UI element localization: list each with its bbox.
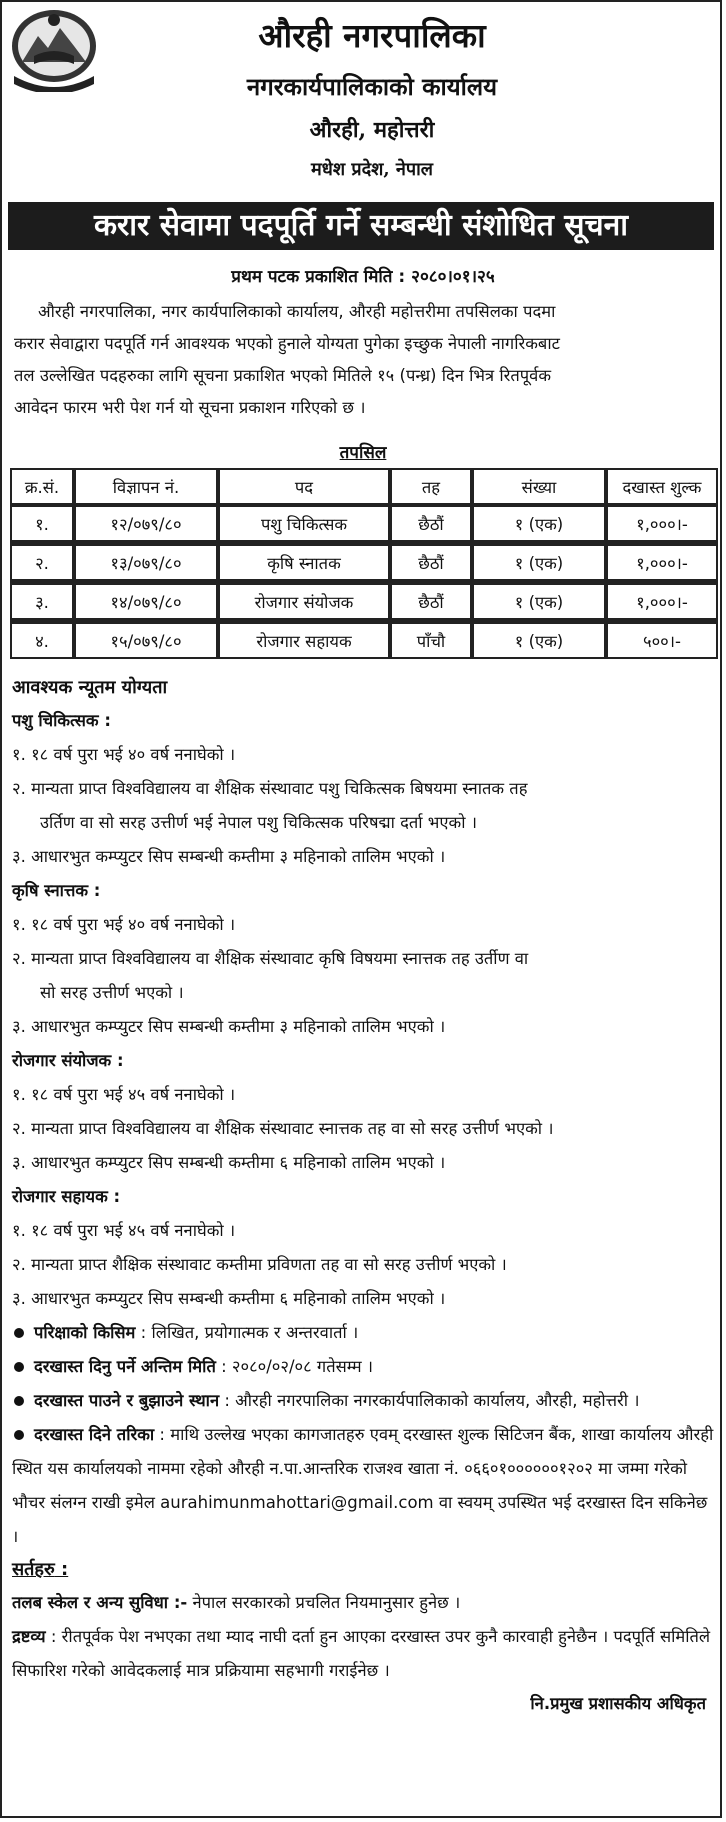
bullet-label: परिक्षाको किसिम — [34, 1323, 136, 1342]
list-item: १. १८ वर्ष पुरा भई ४० वर्ष ननाघेको । — [12, 745, 236, 764]
table-cell: ३. — [10, 581, 74, 620]
list-item: १. १८ वर्ष पुरा भई ४५ वर्ष ननाघेको । — [12, 1085, 236, 1104]
table-cell: १ (एक) — [472, 620, 606, 659]
office-name: नगरकार्यपालिकाको कार्यालय — [246, 72, 498, 101]
term-label: तलब स्केल र अन्य सुविधा :- — [12, 1593, 188, 1612]
bullet-label: दरखास्त दिने तरिका — [34, 1425, 155, 1444]
bullet-text: : लिखित, प्रयोगात्मक र अन्तरवार्ता । — [135, 1323, 359, 1342]
list-item: २. मान्यता प्राप्त विश्वविद्यालय वा शैक्षिक संस्थावाट कृषि विषयमा स्नात्तक तह उर्तीण वा — [12, 949, 529, 968]
table-cell: पशु चिकित्सक — [218, 505, 390, 542]
post-heading: कृषि स्नात्तक : — [12, 881, 101, 900]
notice-title-banner: करार सेवामा पदपूर्ति गर्ने सम्बन्धी संशोधित सूचना — [8, 202, 714, 250]
info-bullet — [12, 1350, 718, 1384]
qualification-section — [12, 1180, 718, 1316]
qualification-section — [12, 704, 718, 874]
bullet-label: दरखास्त पाउने र बुझाउने स्थान — [34, 1391, 220, 1410]
table-cell: २. — [10, 542, 74, 581]
col-header: दखास्त शुल्क — [606, 468, 718, 505]
list-item: २. मान्यता प्राप्त शैक्षिक संस्थावाट कम्तीमा प्रविणता तह वा सो सरह उत्तीर्ण भएको । — [12, 1255, 507, 1274]
term-text: नेपाल सरकारको प्रचलित नियमानुसार हुनेछ । — [187, 1593, 461, 1612]
table-header-row — [10, 468, 718, 505]
col-header: विज्ञापन नं. — [74, 468, 218, 505]
table-cell: रोजगार सहायक — [218, 620, 390, 659]
bullet-icon — [14, 1362, 24, 1372]
info-bullet — [12, 1384, 718, 1418]
list-item: ३. आधारभुत कम्प्युटर सिप सम्बन्धी कम्तीमा ६ महिनाको तालिम भएको । — [12, 1153, 446, 1172]
table-cell: १,०००।- — [606, 542, 718, 581]
table-row — [10, 620, 718, 659]
publication-date: प्रथम पटक प्रकाशित मिति : २०८०।०१।२५ — [231, 267, 495, 287]
col-header: संख्या — [472, 468, 606, 505]
list-item: २. मान्यता प्राप्त विश्वविद्यालय वा शैक्षिक संस्थावाट पशु चिकित्सक बिषयमा स्नातक तह — [12, 779, 528, 798]
table-cell: छैठौं — [390, 505, 472, 542]
table-cell: १ (एक) — [472, 542, 606, 581]
list-item-continuation: उर्तिण वा सो सरह उत्तीर्ण भई नेपाल पशु चिकित्सक परिषद्मा दर्ता भएको । — [40, 813, 477, 832]
table-cell: १५/०७९/८० — [74, 620, 218, 659]
signature-title: नि.प्रमुख प्रशासकीय अधिकृत — [530, 1694, 706, 1713]
bullet-text: : औरही नगरपालिका नगरकार्यपालिकाको कार्यालय, औरही, महोत्तरी । — [219, 1391, 640, 1410]
vacancy-table — [10, 468, 718, 659]
bullet-text: : माथि उल्लेख भएका कागजातहरु एवम् दरखास्त शुल्क सिटिजन बैंक, शाखा कार्यालय औरही स्थित यस कार्यालयको नाममा रहेको औरही न.पा.आन्तरिक राजश्व खाता नं. ०६६०१००००००१२०२ मा जम्मा गरेको भौचर संलग्न राखी इमेल aurahimunmahottari@gmail.com वा स्वयम् उपस्थित भई दरखास्त दिन सकिनेछ । — [12, 1425, 714, 1546]
notice-body — [12, 672, 718, 1720]
col-header: तह — [390, 468, 472, 505]
bullet-icon — [14, 1396, 24, 1406]
table-cell: ५००।- — [606, 620, 718, 659]
table-cell: पाँचौ — [390, 620, 472, 659]
table-cell: १. — [10, 505, 74, 542]
post-heading: पशु चिकित्सक : — [12, 711, 111, 730]
intro-line: तल उल्लेखित पदहरुका लागि सूचना प्रकाशित भएको मितिले १५ (पन्ध्र) दिन भित्र रितपूर्वक — [14, 366, 552, 385]
term-item — [12, 1620, 718, 1688]
qualification-section — [12, 1044, 718, 1180]
qualification-heading: आवश्यक न्यूतम योग्यता — [12, 677, 168, 698]
intro-paragraph — [14, 296, 714, 424]
province-country: मधेश प्रदेश, नेपाल — [311, 159, 433, 180]
col-header: पद — [218, 468, 390, 505]
intro-line: आवेदन फारम भरी पेश गर्न यो सूचना प्रकाशन गरिएको छ । — [14, 398, 366, 417]
bullet-icon — [14, 1430, 24, 1440]
term-text: : रीतपूर्वक पेश नभएका तथा म्याद नाघी दर्ता हुन आएका दरखास्त उपर कुनै कारवाही हुनेछैन । पदपूर्ति समितिले सिफारिश गरेको आवेदकलाई मात्र प्रक्रियामा सहभागी गराईनेछ । — [12, 1627, 711, 1680]
table-cell: १३/०७९/८० — [74, 542, 218, 581]
terms-heading: सर्तहरु : — [12, 1559, 69, 1580]
list-item: २. मान्यता प्राप्त विश्वविद्यालय वा शैक्षिक संस्थावाट स्नात्तक तह वा सो सरह उत्तीर्ण भएको । — [12, 1119, 554, 1138]
table-row — [10, 581, 718, 620]
info-bullet — [12, 1418, 718, 1554]
nepal-emblem-icon — [8, 6, 100, 92]
post-heading: रोजगार संयोजक : — [12, 1051, 124, 1070]
bullet-text: : २०८०/०२/०८ गतेसम्म । — [215, 1357, 374, 1376]
table-cell: १ (एक) — [472, 581, 606, 620]
table-row — [10, 505, 718, 542]
table-cell: १ (एक) — [472, 505, 606, 542]
list-item: ३. आधारभुत कम्प्युटर सिप सम्बन्धी कम्तीमा ३ महिनाको तालिम भएको । — [12, 1017, 446, 1036]
list-item: १. १८ वर्ष पुरा भई ४५ वर्ष ननाघेको । — [12, 1221, 236, 1240]
bullet-icon — [14, 1328, 24, 1338]
term-item — [12, 1586, 718, 1620]
info-bullet — [12, 1316, 718, 1350]
intro-line: औरही नगरपालिका, नगर कार्यपालिकाको कार्यालय, औरही महोत्तरीमा तपसिलका पदमा — [38, 302, 556, 321]
office-location: औरही, महोत्तरी — [309, 117, 435, 143]
intro-line: करार सेवाद्वारा पदपूर्ति गर्न आवश्यक भएको हुनाले योग्यता पुगेका इच्छुक नेपाली नागरिकबाट — [14, 334, 560, 353]
bullet-label: दरखास्त दिनु पर्ने अन्तिम मिति — [34, 1357, 216, 1376]
table-cell: ४. — [10, 620, 74, 659]
list-item: १. १८ वर्ष पुरा भई ४० वर्ष ननाघेको । — [12, 915, 236, 934]
terms-heading-text: सर्तहरु — [12, 1559, 55, 1580]
table-cell: कृषि स्नातक — [218, 542, 390, 581]
list-item: ३. आधारभुत कम्प्युटर सिप सम्बन्धी कम्तीमा ३ महिनाको तालिम भएको । — [12, 847, 446, 866]
table-cell: छैठौं — [390, 581, 472, 620]
table-cell: १,०००।- — [606, 581, 718, 620]
table-cell: १२/०७९/८० — [74, 505, 218, 542]
table-row — [10, 542, 718, 581]
post-heading: रोजगार सहायक : — [12, 1187, 121, 1206]
table-cell: १४/०७९/८० — [74, 581, 218, 620]
table-title: तपसिल — [339, 443, 387, 463]
table-cell: रोजगार संयोजक — [218, 581, 390, 620]
term-label: द्रष्टव्य — [12, 1627, 46, 1646]
table-cell: १,०००।- — [606, 505, 718, 542]
qualification-section — [12, 874, 718, 1044]
list-item-continuation: सो सरह उत्तीर्ण भएको । — [40, 983, 184, 1002]
table-cell: छैठौं — [390, 542, 472, 581]
list-item: ३. आधारभुत कम्प्युटर सिप सम्बन्धी कम्तीमा ६ महिनाको तालिम भएको । — [12, 1289, 446, 1308]
header — [2, 2, 720, 202]
municipality-name: औरही नगरपालिका — [258, 16, 486, 55]
col-header: क्र.सं. — [10, 468, 74, 505]
